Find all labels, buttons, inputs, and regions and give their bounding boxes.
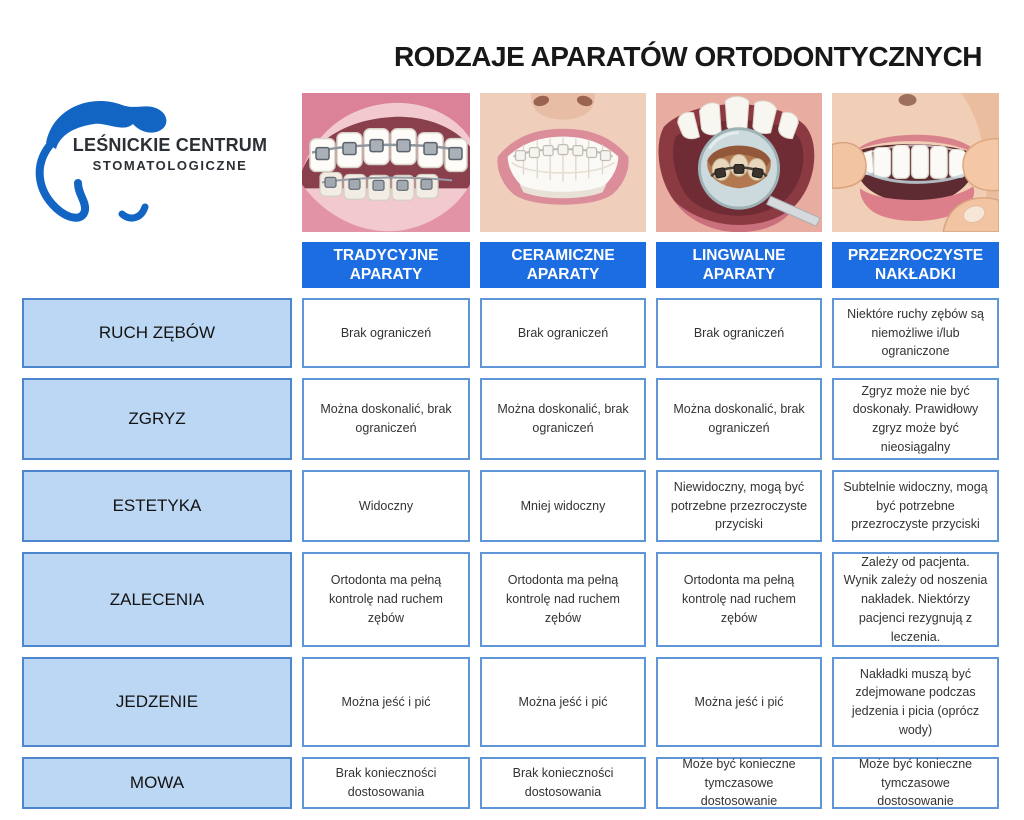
header-corner-spacer bbox=[22, 242, 292, 288]
cell-bite-traditional: Można doskonalić, brak ograniczeń bbox=[302, 378, 470, 460]
row-label-eating: JEDZENIE bbox=[22, 657, 292, 747]
cell-tooth-movement-lingual: Brak ograniczeń bbox=[656, 298, 822, 368]
cell-recommendations-lingual: Ortodonta ma pełną kontrolę nad ruchem zębów bbox=[656, 552, 822, 647]
cell-bite-aligners: Zgryz może nie być doskonały. Prawidłowy zgryz może być nieosiągalny bbox=[832, 378, 999, 460]
cell-speech-aligners: Może być konieczne tymczasowe dostosowanie bbox=[832, 757, 999, 809]
cell-aesthetics-lingual: Niewidoczny, mogą być potrzebne przezroczyste przyciski bbox=[656, 470, 822, 542]
cell-bite-lingual: Można doskonalić, brak ograniczeń bbox=[656, 378, 822, 460]
cell-eating-aligners: Nakładki muszą być zdejmowane podczas jedzenia i picia (oprócz wody) bbox=[832, 657, 999, 747]
clinic-subtitle: STOMATOLOGICZNE bbox=[92, 158, 248, 173]
column-header-lingual: LINGWALNE APARATY bbox=[656, 242, 822, 288]
ceramic-braces-illustration bbox=[480, 93, 646, 232]
cell-recommendations-traditional: Ortodonta ma pełną kontrolę nad ruchem zębów bbox=[302, 552, 470, 647]
cell-eating-ceramic: Można jeść i pić bbox=[480, 657, 646, 747]
cell-recommendations-aligners: Zależy od pacjenta. Wynik zależy od noszenia nakładek. Niektórzy pacjenci rezygnują z leczenia. bbox=[832, 552, 999, 647]
clinic-logo bbox=[22, 93, 292, 232]
page-title: RODZAJE APARATÓW ORTODONTYCZNYCH bbox=[393, 41, 983, 72]
comparison-table bbox=[22, 93, 999, 809]
cell-aesthetics-aligners: Subtelnie widoczny, mogą być potrzebne przezroczyste przyciski bbox=[832, 470, 999, 542]
cell-recommendations-ceramic: Ortodonta ma pełną kontrolę nad ruchem zębów bbox=[480, 552, 646, 647]
row-label-speech: MOWA bbox=[22, 757, 292, 809]
column-header-ceramic: CERAMICZNE APARATY bbox=[480, 242, 646, 288]
traditional-braces-illustration bbox=[302, 93, 470, 232]
cell-tooth-movement-traditional: Brak ograniczeń bbox=[302, 298, 470, 368]
clinic-name-block bbox=[64, 135, 276, 173]
photo-lingual-braces bbox=[656, 93, 822, 232]
row-label-bite: ZGRYZ bbox=[22, 378, 292, 460]
row-label-tooth-movement: RUCH ZĘBÓW bbox=[22, 298, 292, 368]
column-header-aligners: PRZEZROCZYSTE NAKŁADKI bbox=[832, 242, 999, 288]
cell-speech-lingual: Może być konieczne tymczasowe dostosowanie bbox=[656, 757, 822, 809]
cell-bite-ceramic: Można doskonalić, brak ograniczeń bbox=[480, 378, 646, 460]
cell-aesthetics-ceramic: Mniej widoczny bbox=[480, 470, 646, 542]
row-label-recommendations: ZALECENIA bbox=[22, 552, 292, 647]
cell-tooth-movement-aligners: Niektóre ruchy zębów są niemożliwe i/lub ograniczone bbox=[832, 298, 999, 368]
cell-speech-traditional: Brak konieczności dostosowania bbox=[302, 757, 470, 809]
cell-eating-traditional: Można jeść i pić bbox=[302, 657, 470, 747]
row-label-aesthetics: ESTETYKA bbox=[22, 470, 292, 542]
column-header-traditional: TRADYCYJNE APARATY bbox=[302, 242, 470, 288]
photo-clear-aligner bbox=[832, 93, 999, 232]
cell-eating-lingual: Można jeść i pić bbox=[656, 657, 822, 747]
photo-traditional-braces bbox=[302, 93, 470, 232]
lingual-braces-mirror-illustration bbox=[656, 93, 822, 232]
cell-speech-ceramic: Brak konieczności dostosowania bbox=[480, 757, 646, 809]
cell-tooth-movement-ceramic: Brak ograniczeń bbox=[480, 298, 646, 368]
clinic-name: LEŚNICKIE CENTRUM bbox=[72, 135, 268, 155]
photo-ceramic-braces bbox=[480, 93, 646, 232]
cell-aesthetics-traditional: Widoczny bbox=[302, 470, 470, 542]
clear-aligner-illustration bbox=[832, 93, 999, 232]
